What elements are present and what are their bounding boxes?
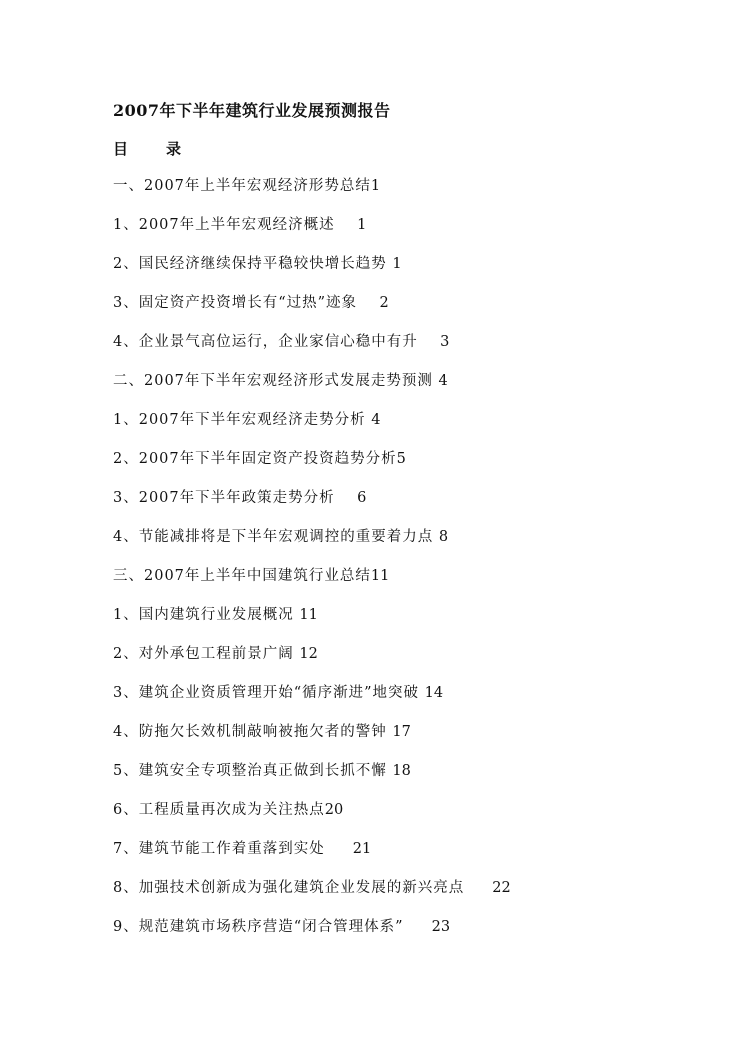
toc-entry[interactable] bbox=[113, 331, 511, 370]
toc-entry-text: 2、对外承包工程前景广阔 bbox=[113, 646, 294, 662]
toc-entry-page-number: 12 bbox=[299, 646, 318, 662]
toc-entry-page-number: 17 bbox=[392, 724, 411, 740]
toc-entry-separator bbox=[404, 919, 432, 935]
toc-entry-page-number: 8 bbox=[438, 529, 449, 545]
toc-entry-text: 4、企业景气高位运行，企业家信心稳中有升 bbox=[113, 334, 418, 350]
toc-entry-text: 3、建筑企业资质管理开始“循序渐进”地突破 bbox=[113, 685, 420, 701]
toc-heading-right: 录 bbox=[166, 140, 182, 158]
toc-entry-page-number: 6 bbox=[357, 490, 367, 506]
toc-entry-page-number: 4 bbox=[371, 412, 381, 428]
toc-heading bbox=[113, 138, 181, 159]
toc-entry-text: 1、2007年上半年宏观经济概述 bbox=[113, 217, 335, 233]
toc-entry[interactable] bbox=[113, 370, 511, 409]
toc-entry[interactable] bbox=[113, 721, 511, 760]
toc-entry-text: 4、节能减排将是下半年宏观调控的重要着力点 bbox=[113, 529, 434, 545]
toc-entry-page-number: 4 bbox=[438, 373, 448, 389]
toc-entry-page-number: 14 bbox=[424, 685, 444, 701]
toc-entry[interactable] bbox=[113, 526, 511, 565]
document-title: 2007年下半年建筑行业发展预测报告 bbox=[113, 101, 391, 120]
toc-entry-page-number: 1 bbox=[392, 256, 402, 272]
toc-entry-page-number: 1 bbox=[370, 178, 381, 194]
toc-entry[interactable] bbox=[113, 214, 511, 253]
toc-entry-page-number: 18 bbox=[392, 763, 411, 779]
toc-entry[interactable] bbox=[113, 292, 511, 331]
toc-entry-text: 三、2007年上半年中国建筑行业总结 bbox=[113, 568, 371, 584]
toc-entry-text: 二、2007年下半年宏观经济形式发展走势预测 bbox=[113, 373, 433, 389]
toc-entry-page-number: 11 bbox=[370, 568, 390, 584]
toc-entry-separator bbox=[335, 490, 357, 506]
toc-entry-text: 2、国民经济继续保持平稳较快增长趋势 bbox=[113, 256, 387, 272]
toc-entry-page-number: 22 bbox=[492, 880, 511, 896]
toc-entry-text: 2、2007年下半年固定资产投资趋势分析 bbox=[113, 451, 397, 467]
toc-entry[interactable] bbox=[113, 448, 511, 487]
toc-entry[interactable] bbox=[113, 487, 511, 526]
toc-entry[interactable] bbox=[113, 877, 511, 916]
toc-entry-separator bbox=[335, 217, 357, 233]
toc-entry-text: 8、加强技术创新成为强化建筑企业发展的新兴亮点 bbox=[113, 880, 465, 896]
toc-entry-page-number: 20 bbox=[324, 802, 344, 818]
toc-entry[interactable] bbox=[113, 838, 511, 877]
toc-entry-page-number: 21 bbox=[352, 841, 372, 857]
toc-entry-text: 6、工程质量再次成为关注热点 bbox=[113, 802, 325, 818]
toc-entry-text: 3、2007年下半年政策走势分析 bbox=[113, 490, 335, 506]
toc-list bbox=[113, 175, 511, 955]
toc-heading-left: 目 bbox=[113, 140, 129, 158]
toc-entry-text: 1、2007年下半年宏观经济走势分析 bbox=[113, 412, 366, 428]
toc-entry-page-number: 2 bbox=[379, 295, 389, 311]
toc-entry[interactable] bbox=[113, 175, 511, 214]
toc-entry-text: 1、国内建筑行业发展概况 bbox=[113, 607, 294, 623]
toc-entry[interactable] bbox=[113, 604, 511, 643]
toc-entry-text: 9、规范建筑市场秩序营造“闭合管理体系” bbox=[113, 919, 404, 935]
toc-entry[interactable] bbox=[113, 916, 511, 955]
toc-entry-separator bbox=[357, 295, 379, 311]
toc-entry-text: 7、建筑节能工作着重落到实处 bbox=[113, 841, 325, 857]
toc-entry-page-number: 11 bbox=[299, 607, 318, 623]
toc-entry-text: 5、建筑安全专项整治真正做到长抓不懈 bbox=[113, 763, 387, 779]
toc-entry[interactable] bbox=[113, 565, 511, 604]
toc-entry-text: 3、固定资产投资增长有“过热”迹象 bbox=[113, 295, 358, 311]
toc-entry[interactable] bbox=[113, 643, 511, 682]
toc-entry-text: 一、2007年上半年宏观经济形势总结 bbox=[113, 178, 371, 194]
toc-entry[interactable] bbox=[113, 682, 511, 721]
toc-entry-separator bbox=[325, 841, 353, 857]
toc-entry-page-number: 3 bbox=[440, 334, 450, 350]
toc-entry-separator bbox=[464, 880, 492, 896]
toc-entry[interactable] bbox=[113, 253, 511, 292]
toc-entry-separator bbox=[418, 334, 440, 350]
toc-entry-text: 4、防拖欠长效机制敲响被拖欠者的警钟 bbox=[113, 724, 387, 740]
toc-entry-page-number: 23 bbox=[431, 919, 451, 935]
toc-entry-page-number: 1 bbox=[357, 217, 367, 233]
toc-entry-page-number: 5 bbox=[396, 451, 406, 467]
toc-entry[interactable] bbox=[113, 799, 511, 838]
toc-entry[interactable] bbox=[113, 760, 511, 799]
toc-entry[interactable] bbox=[113, 409, 511, 448]
